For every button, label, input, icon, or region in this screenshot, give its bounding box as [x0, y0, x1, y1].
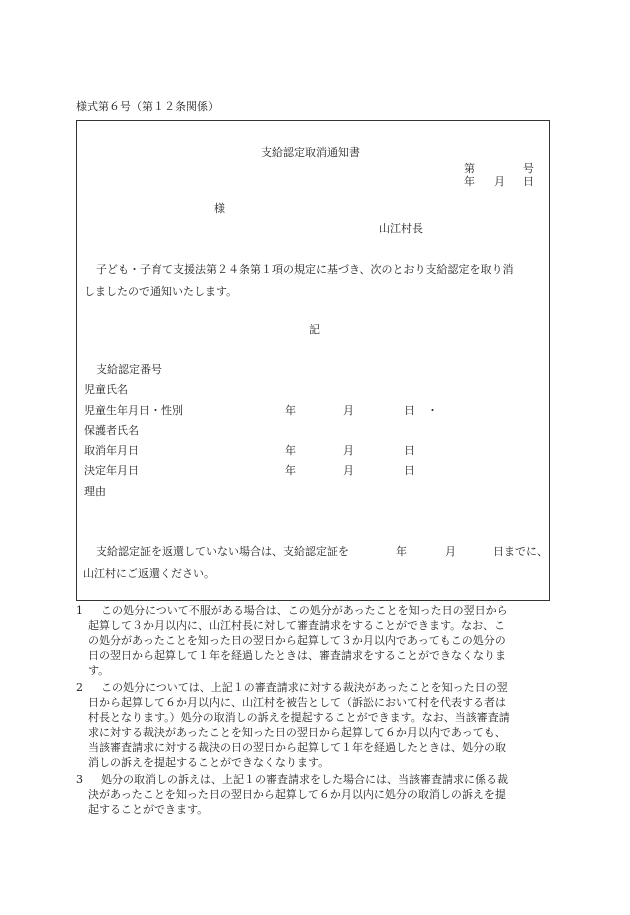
- note-line: の処分があったことを知った日の翌日から起算して３か月以内であってもこの処分の: [88, 634, 506, 647]
- note-line: す。: [88, 664, 110, 677]
- date-day: 日: [523, 175, 534, 188]
- decision-day-unit: 日: [404, 464, 415, 477]
- field-reason: 理由: [84, 485, 106, 498]
- note-line: 起算して３か月以内に、山江村長に対して審査請求をすることができます。なお、こ: [88, 619, 506, 632]
- cancel-day-unit: 日: [404, 444, 415, 457]
- note-line: 求に対する裁決があったことを知った日の翌日から起算して６か月以内であっても、: [88, 726, 506, 739]
- note-number: 2: [76, 681, 83, 694]
- note-line: この処分について不服がある場合は、この処分があったことを知った日の翌日から: [101, 604, 508, 617]
- note-line: 処分の取消しの訴えは、上記１の審査請求をした場合には、当該審査請求に係る裁: [101, 773, 508, 786]
- return-notice-text: 支給認定証を返還していない場合は、支給認定証を: [96, 545, 349, 558]
- note-number: 1: [76, 604, 83, 617]
- body-line-1: 子ども・子育て支援法第２４条第１項の規定に基づき、次のとおり支給認定を取り消: [96, 263, 514, 276]
- field-cancel-date: 取消年月日: [84, 444, 139, 457]
- note-line: 消しの訴えを提起することができなくなります。: [88, 756, 330, 769]
- date-year: 年: [464, 175, 475, 188]
- return-notice-line-2: 山江村にご返還ください。: [83, 567, 215, 580]
- return-month-unit: 月: [445, 545, 456, 558]
- sender: 山江村長: [379, 222, 423, 235]
- form-label: 様式第６号（第１２条関係）: [76, 100, 219, 113]
- note-line: 当該審査請求に対する裁決の日の翌日から起算して１年を経過したときは、処分の取: [88, 741, 506, 754]
- number-suffix: 号: [523, 162, 534, 175]
- ki-heading: 記: [309, 323, 320, 336]
- cancel-month-unit: 月: [343, 444, 354, 457]
- return-year-unit: 年: [396, 545, 407, 558]
- field-birth-sex: 児童生年月日・性別: [84, 404, 183, 417]
- field-decision-date: 決定年月日: [84, 464, 139, 477]
- field-cert-number: 支給認定番号: [96, 363, 162, 376]
- note-line: この処分については、上記１の審査請求に対する裁決があったことを知った日の翌: [101, 681, 508, 694]
- note-line: 日から起算して６か月以内に、山江村を被告として（訴訟において村を代表する者は: [88, 696, 506, 709]
- decision-month-unit: 月: [343, 464, 354, 477]
- note-number: 3: [76, 773, 83, 786]
- birth-month-unit: 月: [343, 404, 354, 417]
- note-line: 決があったことを知った日の翌日から起算して６か月以内に処分の取消しの訴えを提: [88, 788, 506, 801]
- number-prefix: 第: [464, 162, 475, 175]
- cancel-year-unit: 年: [285, 444, 296, 457]
- sex-separator: ・: [427, 404, 438, 417]
- notice-form: [76, 120, 550, 601]
- date-month: 月: [494, 175, 505, 188]
- document-title: 支給認定取消通知書: [261, 146, 360, 159]
- addressee-suffix: 様: [214, 202, 225, 215]
- birth-day-unit: 日: [404, 404, 415, 417]
- note-line: 村長となります。）処分の取消しの訴えを提起することができます。なお、当該審査請: [88, 711, 510, 724]
- decision-year-unit: 年: [285, 464, 296, 477]
- note-line: 起することができます。: [88, 803, 209, 816]
- birth-year-unit: 年: [285, 404, 296, 417]
- field-child-name: 児童氏名: [84, 383, 128, 396]
- return-day-text: 日までに、: [493, 545, 548, 558]
- body-line-2: しましたので通知いたします。: [84, 285, 238, 298]
- note-line: 日の翌日から起算して１年を経過したときは、審査請求をすることができなくなりま: [88, 649, 506, 662]
- field-guardian: 保護者氏名: [84, 424, 139, 437]
